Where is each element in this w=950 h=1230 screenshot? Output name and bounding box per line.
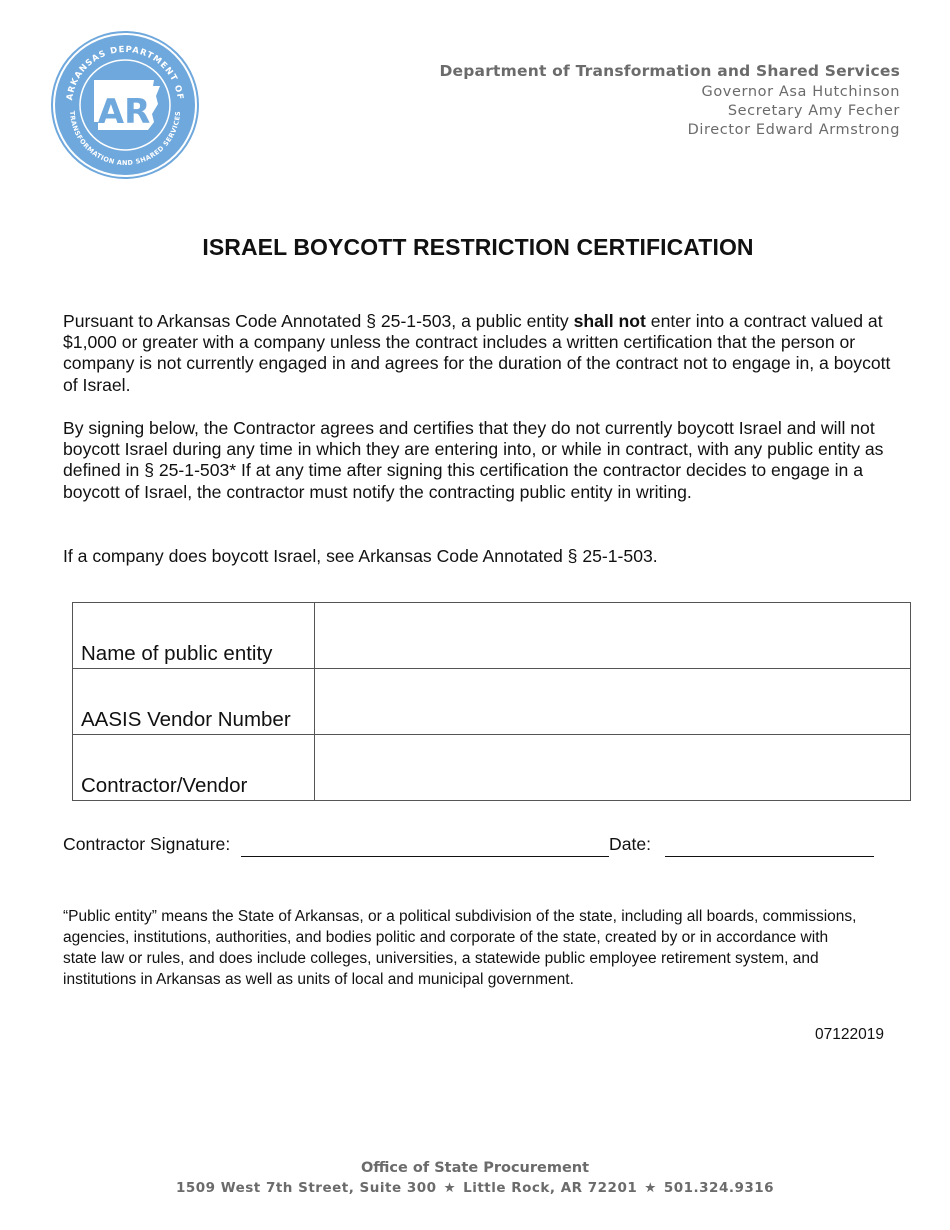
public-entity-field[interactable] bbox=[315, 603, 911, 669]
public-entity-label: Name of public entity bbox=[73, 603, 315, 669]
statute-paragraph bbox=[63, 311, 893, 396]
secretary-line: Secretary Amy Fecher bbox=[727, 103, 900, 119]
table-row bbox=[73, 603, 911, 669]
footer-street: 1509 West 7th Street, Suite 300 bbox=[175, 1180, 437, 1196]
form-revision-code: 07122019 bbox=[815, 1026, 884, 1043]
table-row bbox=[73, 735, 911, 801]
director-line: Director Edward Armstrong bbox=[687, 122, 900, 138]
signature-label: Contractor Signature: bbox=[63, 834, 231, 854]
vendor-number-field[interactable] bbox=[315, 669, 911, 735]
vendor-number-label: AASIS Vendor Number bbox=[73, 669, 315, 735]
seal-monogram: AR bbox=[97, 92, 151, 132]
page-footer bbox=[0, 1160, 950, 1196]
contractor-vendor-label: Contractor/Vendor bbox=[73, 735, 315, 801]
department-name: Department of Transformation and Shared Services bbox=[439, 62, 900, 80]
document-title: ISRAEL BOYCOTT RESTRICTION CERTIFICATION bbox=[202, 234, 754, 260]
footer-city: Little Rock, AR 72201 bbox=[463, 1180, 638, 1196]
footer-address-line bbox=[0, 1180, 950, 1196]
governor-line: Governor Asa Hutchinson bbox=[701, 84, 900, 100]
statute-text-end: enter into a contract valued at $1,000 or greater with a company unless the contract includes a written certification that the person or company is not currently engaged in and agrees for the duration of the contract not to engage in, a boycott of Israel. bbox=[63, 311, 891, 395]
contractor-vendor-field[interactable] bbox=[315, 735, 911, 801]
star-separator-icon: ★ bbox=[644, 1180, 657, 1196]
public-entity-definition: “Public entity” means the State of Arkansas, or a political subdivision of the state, including all boards, commissions, agencies, institutions, authorities, and bodies politic and corporate of the state, created by or in accordance with state law or rules, and does include colleges, universities, a statewide public employee retirement system, and institutions in Arkansas as well as units of local and municipal government. bbox=[63, 908, 857, 988]
agency-seal-logo bbox=[50, 30, 200, 180]
table-row bbox=[73, 669, 911, 735]
footer-phone: 501.324.9316 bbox=[663, 1180, 775, 1196]
statute-text-start: Pursuant to Arkansas Code Annotated § 25-1-503, a public entity bbox=[63, 311, 574, 331]
signature-line[interactable] bbox=[241, 856, 609, 857]
footer-office-name: Office of State Procurement bbox=[360, 1160, 590, 1176]
seal-ring-bottom-text: TRANSFORMATION AND SHARED SERVICES bbox=[67, 110, 183, 167]
star-separator-icon: ★ bbox=[443, 1180, 457, 1196]
boycott-reference-paragraph: If a company does boycott Israel, see Arkansas Code Annotated § 25-1-503. bbox=[63, 546, 658, 566]
vendor-info-table bbox=[72, 602, 911, 801]
date-label: Date: bbox=[609, 834, 652, 854]
certification-paragraph: By signing below, the Contractor agrees and certifies that they do not currently boycott Israel and will not boycott Israel during any time in which they are entering into, or while in contract, with any public entity as defined in § 25-1-503* If at any time after signing this certification the contractor decides to engage in a boycott of Israel, the contractor must notify the contracting public entity in writing. bbox=[63, 418, 884, 502]
date-line[interactable] bbox=[665, 856, 874, 857]
statute-emphasis: shall not bbox=[573, 311, 646, 331]
department-header bbox=[439, 62, 900, 140]
seal-ring-top-text: ARKANSAS DEPARTMENT OF bbox=[65, 44, 185, 102]
